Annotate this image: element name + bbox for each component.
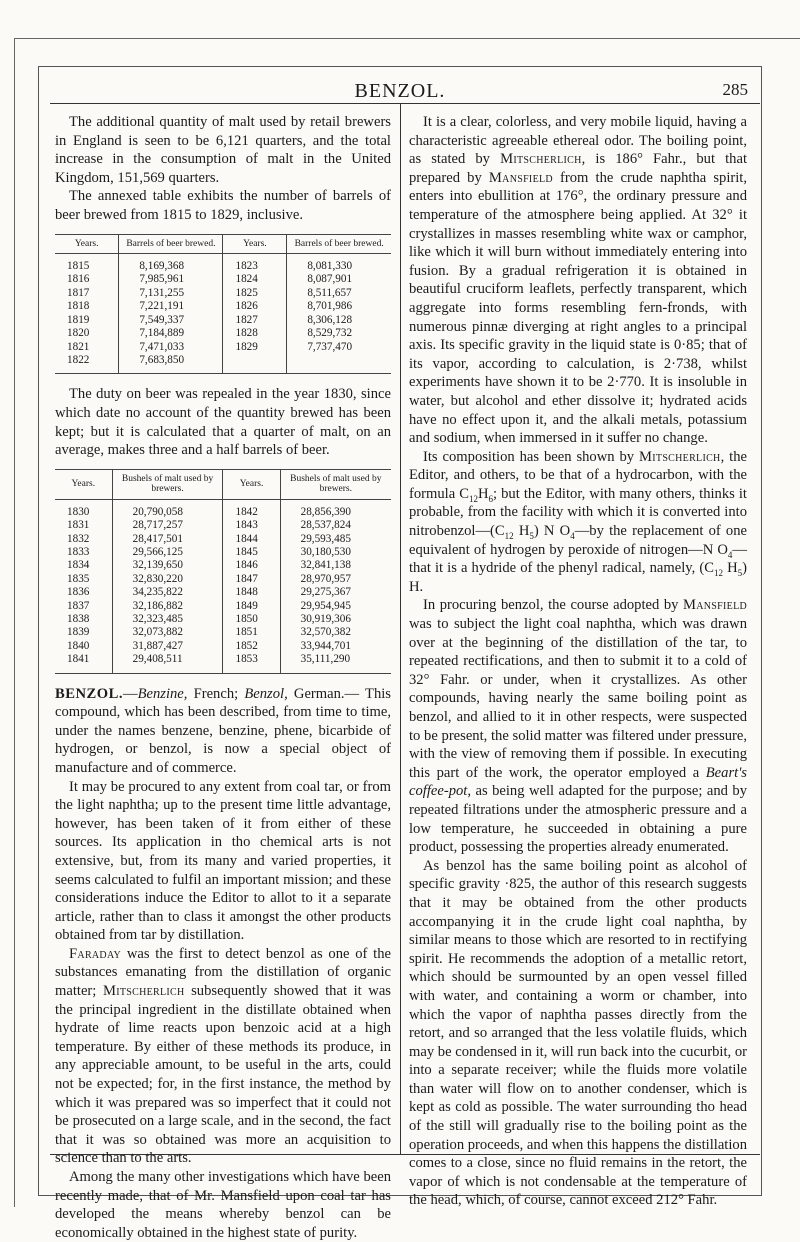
text-run: —that it is a hydride of the phenyl radical, namely, (C [409,541,747,577]
paragraph: Among the many other investigations which have been recently made, that of Mr. Mansfield upon coal tar has developed the means whereby benzol can be economically obtained in the highest state of purity. [55,1169,391,1241]
value-cell: 8,081,330 [307,260,353,273]
year-cell: 1844 [223,533,280,546]
running-head: BENZOL. [354,80,446,102]
year-cell: 1830 [55,499,112,519]
subscript: 4 [570,530,575,541]
paragraph: It may be procured to any extent from coal tar, or from the light naphtha; up to the present time little advantage, however, has been taken of it from either of these sources. Its application in tho chemical arts is not extensive, but, from its many and varied properties, it seems calculated to fulfil an important mission; and these considerations induce the Editor to allot to it a separate article, rather than to class it amongst the other products obtained from tar by distillation. [55,778,391,944]
table-row [55,559,391,572]
person-name: Mansfield [682,597,747,614]
text-run: was to subject the light coal naphtha, which was drawn over at the beginning of the distillation of the tar, to repeated rectifications, and then to submit it to a cold of 32° Fahr. or under, when it crystallizes. As other compounds, having nearly the same boiling point as benzol, and allied to it in other respects, were suspected to be present, the solid matter was filtered under pressure, with the view of removing them if possible. In executing this part of the work, the operator employed a [409,616,747,781]
year-cell: 1839 [55,626,112,639]
value-cell: 33,944,701 [300,639,351,652]
paragraph: The additional quantity of malt used by retail brewers in England is seen to be 6,121 quarters, and the total increase in the consumption of malt in the United Kingdom, 151,569 quarters. [55,114,391,186]
value-cell: 32,139,650 [112,559,223,572]
table-row [55,573,391,586]
year-cell: 1835 [55,573,112,586]
table-row [55,533,391,546]
text-run: H [722,560,738,577]
year-cell: 1833 [55,546,112,559]
column-header: Years. [223,234,287,254]
text-run: French; [187,685,245,702]
value-cell: 28,417,501 [112,533,223,546]
value-cell: 29,566,125 [112,546,223,559]
value-cell: 28,537,824 [300,519,351,532]
header-rule [50,103,760,104]
year-cell: 1845 [223,546,280,559]
value-cell: 28,717,257 [112,519,223,532]
subscript: 5 [529,530,534,541]
italic-term: Beart's coffee-pot, [409,764,747,800]
paragraph [409,448,747,597]
year-cell: 1829 [223,341,287,354]
value-cell: 29,408,511 [112,653,223,673]
text-run: H [477,485,489,502]
year-cell: 1822 [55,354,119,374]
malt-bushels-table [55,469,391,674]
value-cell: 32,841,138 [300,559,351,572]
column-header: Years. [223,469,280,499]
column-header: Barrels of beer brewed. [119,234,223,254]
year-cell: 1847 [223,573,280,586]
text-run: as being well adapted for the purpose; and by repeated filtrations under the atmospheric pressure and a low temperature, he succeeded in obtaining a pure product, possessing the properties already enumerated. [409,783,747,856]
year-cell: 1825 [223,287,287,300]
entry-headword: BENZOL. [55,685,123,702]
person-name: Mitscherlich [639,448,721,465]
table-row [55,314,391,327]
page-number: 285 [722,80,748,99]
text-run: German.— This compound, which has been described, from time to time, under the names benzene, benzine, phene, bicarbide of hydrogen, or benzol, is now a special object of manufacture and of commerce. [55,685,391,776]
table-row [55,499,391,519]
value-cell: 29,593,485 [300,532,351,545]
subscript: 12 [713,568,723,579]
year-cell: 1849 [223,600,280,613]
value-cell: 8,529,732 [307,327,353,340]
text-run: ) H. [409,560,747,595]
column-header: Barrels of beer brewed. [287,234,391,254]
value-cell: 7,471,033 [119,341,223,354]
table-row [55,519,391,532]
value-cell: 29,275,367 [300,586,351,599]
year-cell: 1846 [223,559,280,572]
year-cell: 1819 [55,314,119,327]
year-cell: 1837 [55,600,112,613]
table-row [55,586,391,599]
value-cell: 20,790,058 [112,499,223,519]
column-header: Years. [55,469,112,499]
text-run: was the first to detect benzol as one of the substances emanating from the distillation of organic matter; [55,945,391,1000]
paragraph: The duty on beer was repealed in the year 1830, since which date no account of the quantity brewed has been kept; but it is calculated that a quarter of malt, on an average, makes three and a half barrels of beer. [55,386,391,459]
scan-edge-top [14,38,800,39]
left-column [55,113,391,1242]
table-row [55,653,391,673]
year-cell: 1831 [55,519,112,532]
year-cell: 1815 [55,254,119,274]
text-run: , is 186° Fahr., but that prepared by [409,151,747,186]
year-cell: 1840 [55,640,112,653]
table-row [55,546,391,559]
year-cell: 1842 [223,499,280,519]
value-cell: 31,887,427 [112,640,223,653]
year-cell: 1853 [223,653,280,673]
beer-barrels-table [55,234,391,375]
right-column [409,113,747,1210]
value-cell: 8,701,986 [307,300,353,313]
entry-paragraph [55,685,391,778]
text-run: subsequently showed that it was the principal ingredient in the distillate obtained when hydrate of lime reacts upon benzoic acid at a high temperature. By either of these methods its produce, in any appreciable amount, to be useful in the arts, could not be expected; for, in the first instance, the method by which it was prepared was so imperfect that it could not be prosecuted on a large scale, and in the second, the fact that it was so obtained was more an acquisition to science than to the arts. [55,983,391,1167]
text-run: , the Editor, and others, to be that of a hydrocarbon, with the formula C [409,448,747,502]
column-divider [400,104,401,1154]
value-cell: 32,073,882 [112,626,223,639]
person-name: Mitscherlich [102,983,185,1000]
year-cell: 1827 [223,314,287,327]
value-cell [287,354,391,374]
table-row [55,327,391,340]
value-cell: 7,184,889 [119,327,223,340]
table-row [55,254,391,274]
value-cell: 30,180,530 [300,545,351,558]
subscript: 12 [468,493,478,504]
subscript: 4 [727,549,733,560]
paragraph [409,596,747,856]
table-row [55,600,391,613]
table-body [55,499,391,673]
paragraph: As benzol has the same boiling point as alcohol of specific gravity ·825, the author of this research suggests that it may be obtained from the other products accompanying it in the crude light coal naphtha, by similar means to those which are resorted to in rectifying spirit. He recommends the adoption of a metallic retort, which should be surmounted by an open vessel filled with water, and containing a worm or chamber, into which the vapor of naphtha passes directly from the retort, and so arranged that the less volatile fluids, which may be condensed in it, will run back into the cucurbit, or into a separate receiver; while the fluids more volatile than water will flow on to another condenser, which is kept as cold as possible. The water surrounding tho head of the still will gradually rise to the boiling point as the operation proceeds, and when this happens the distillation comes to a close, since no fluid remains in the retort, the vapor of which is not condensable at the temperature of the head, which, of course, cannot exceed 212° Fahr. [409,857,748,1209]
table-row [55,613,391,626]
table-row [55,287,391,300]
value-cell: 7,985,961 [119,273,223,286]
year-cell: 1820 [55,327,119,340]
value-cell: 8,169,368 [119,254,223,274]
value-cell: 29,954,945 [300,599,351,612]
value-cell: 28,856,390 [300,505,351,518]
column-header: Bushels of malt used by brewers. [112,469,223,499]
text-run: —by the replacement of one equivalent of hydrogen by peroxide of nitrogen—N O [409,523,747,558]
subscript: 12 [504,530,514,541]
value-cell: 8,511,657 [307,286,352,299]
value-cell: 35,111,290 [300,653,351,666]
year-cell: 1821 [55,341,119,354]
text-run: ) N O [533,523,571,540]
value-cell: 7,737,470 [307,340,353,353]
value-cell: 7,131,255 [119,287,223,300]
table-row [55,626,391,639]
year-cell: 1823 [223,254,287,274]
person-name: Mansfield [488,169,553,186]
value-cell: 32,186,882 [112,600,223,613]
value-cell: 7,549,337 [119,314,223,327]
value-cell: 32,830,220 [112,573,223,586]
text-run: Its composition has been shown by [423,448,639,465]
text-run: ; but the Editor, with many others, thinks it probable, from the facility with which it is converted into nitrobenzol—(C [409,485,747,540]
year-cell [223,354,287,374]
value-cell: 34,235,822 [112,586,223,599]
subscript: 5 [737,568,743,579]
text-run: In procuring benzol, the course adopted by [423,597,683,614]
year-cell: 1817 [55,287,119,300]
term-benzol: Benzol, [244,685,288,702]
year-cell: 1818 [55,300,119,313]
subscript: 6 [488,493,494,504]
value-cell: 32,570,382 [300,626,351,639]
year-cell: 1843 [223,519,280,532]
column-header: Years. [55,234,119,254]
year-cell: 1851 [223,626,280,639]
value-cell: 30,919,306 [300,612,351,625]
table-row [55,300,391,313]
value-cell: 8,306,128 [307,313,353,326]
year-cell: 1848 [223,586,280,599]
year-cell: 1834 [55,559,112,572]
value-cell: 8,087,901 [307,273,353,286]
table-row [55,273,391,286]
text-run: from the crude naphtha spirit, enters into ebullition at 176°, the ordinary pressure and temperature of the atmosphere being applied. At 32° it crystallizes in masses resembling white wax or camphor, like which it will burn without immediately entering into fusion. By a gradual refrigeration it is obtained in beautiful cruciform leaflets, perfectly transparent, which aggregate into forms resembling fern-fronds, with numerous pinnæ diverging at right angles to a principal axis. Its specific gravity in the liquid state is 0·85; that of its vapor, according to calculation, is 2·738, whilst experiments have shown it to be 2·770. It is insoluble in water, but alcohol and ether dissolve it; hydrated acids have no effect upon it, and the alkali metals, potassium and sodium, when immersed in it suffer no change. [409,169,747,447]
value-cell: 7,683,850 [119,354,223,374]
year-cell: 1838 [55,613,112,626]
year-cell: 1850 [223,613,280,626]
text-run: It is a clear, colorless, and very mobile liquid, having a characteristic agreeable ethereal odor. The boiling point, as stated by [409,114,747,168]
value-cell: 32,323,485 [112,613,223,626]
table-row [55,640,391,653]
paragraph [409,113,747,448]
year-cell: 1836 [55,586,112,599]
table-body [55,254,391,374]
year-cell: 1828 [223,327,287,340]
paragraph: The annexed table exhibits the number of barrels of beer brewed from 1815 to 1829, inclusive. [55,188,391,223]
year-cell: 1832 [55,533,112,546]
year-cell: 1841 [55,653,112,673]
paragraph [55,945,391,1168]
term-benzine: Benzine, [137,685,188,702]
dash: — [122,685,138,702]
year-cell: 1852 [223,640,280,653]
year-cell: 1824 [223,273,287,286]
person-name: Faraday [69,945,122,962]
value-cell: 7,221,191 [119,300,223,313]
table-row [55,354,391,374]
year-cell: 1816 [55,273,119,286]
scan-edge-left [14,38,15,1207]
column-header: Bushels of malt used by brewers. [280,469,391,499]
person-name: Mitscherlich [500,151,582,168]
table-row [55,341,391,354]
year-cell: 1826 [223,300,287,313]
text-run: H [513,523,530,540]
value-cell: 28,970,957 [300,572,351,585]
